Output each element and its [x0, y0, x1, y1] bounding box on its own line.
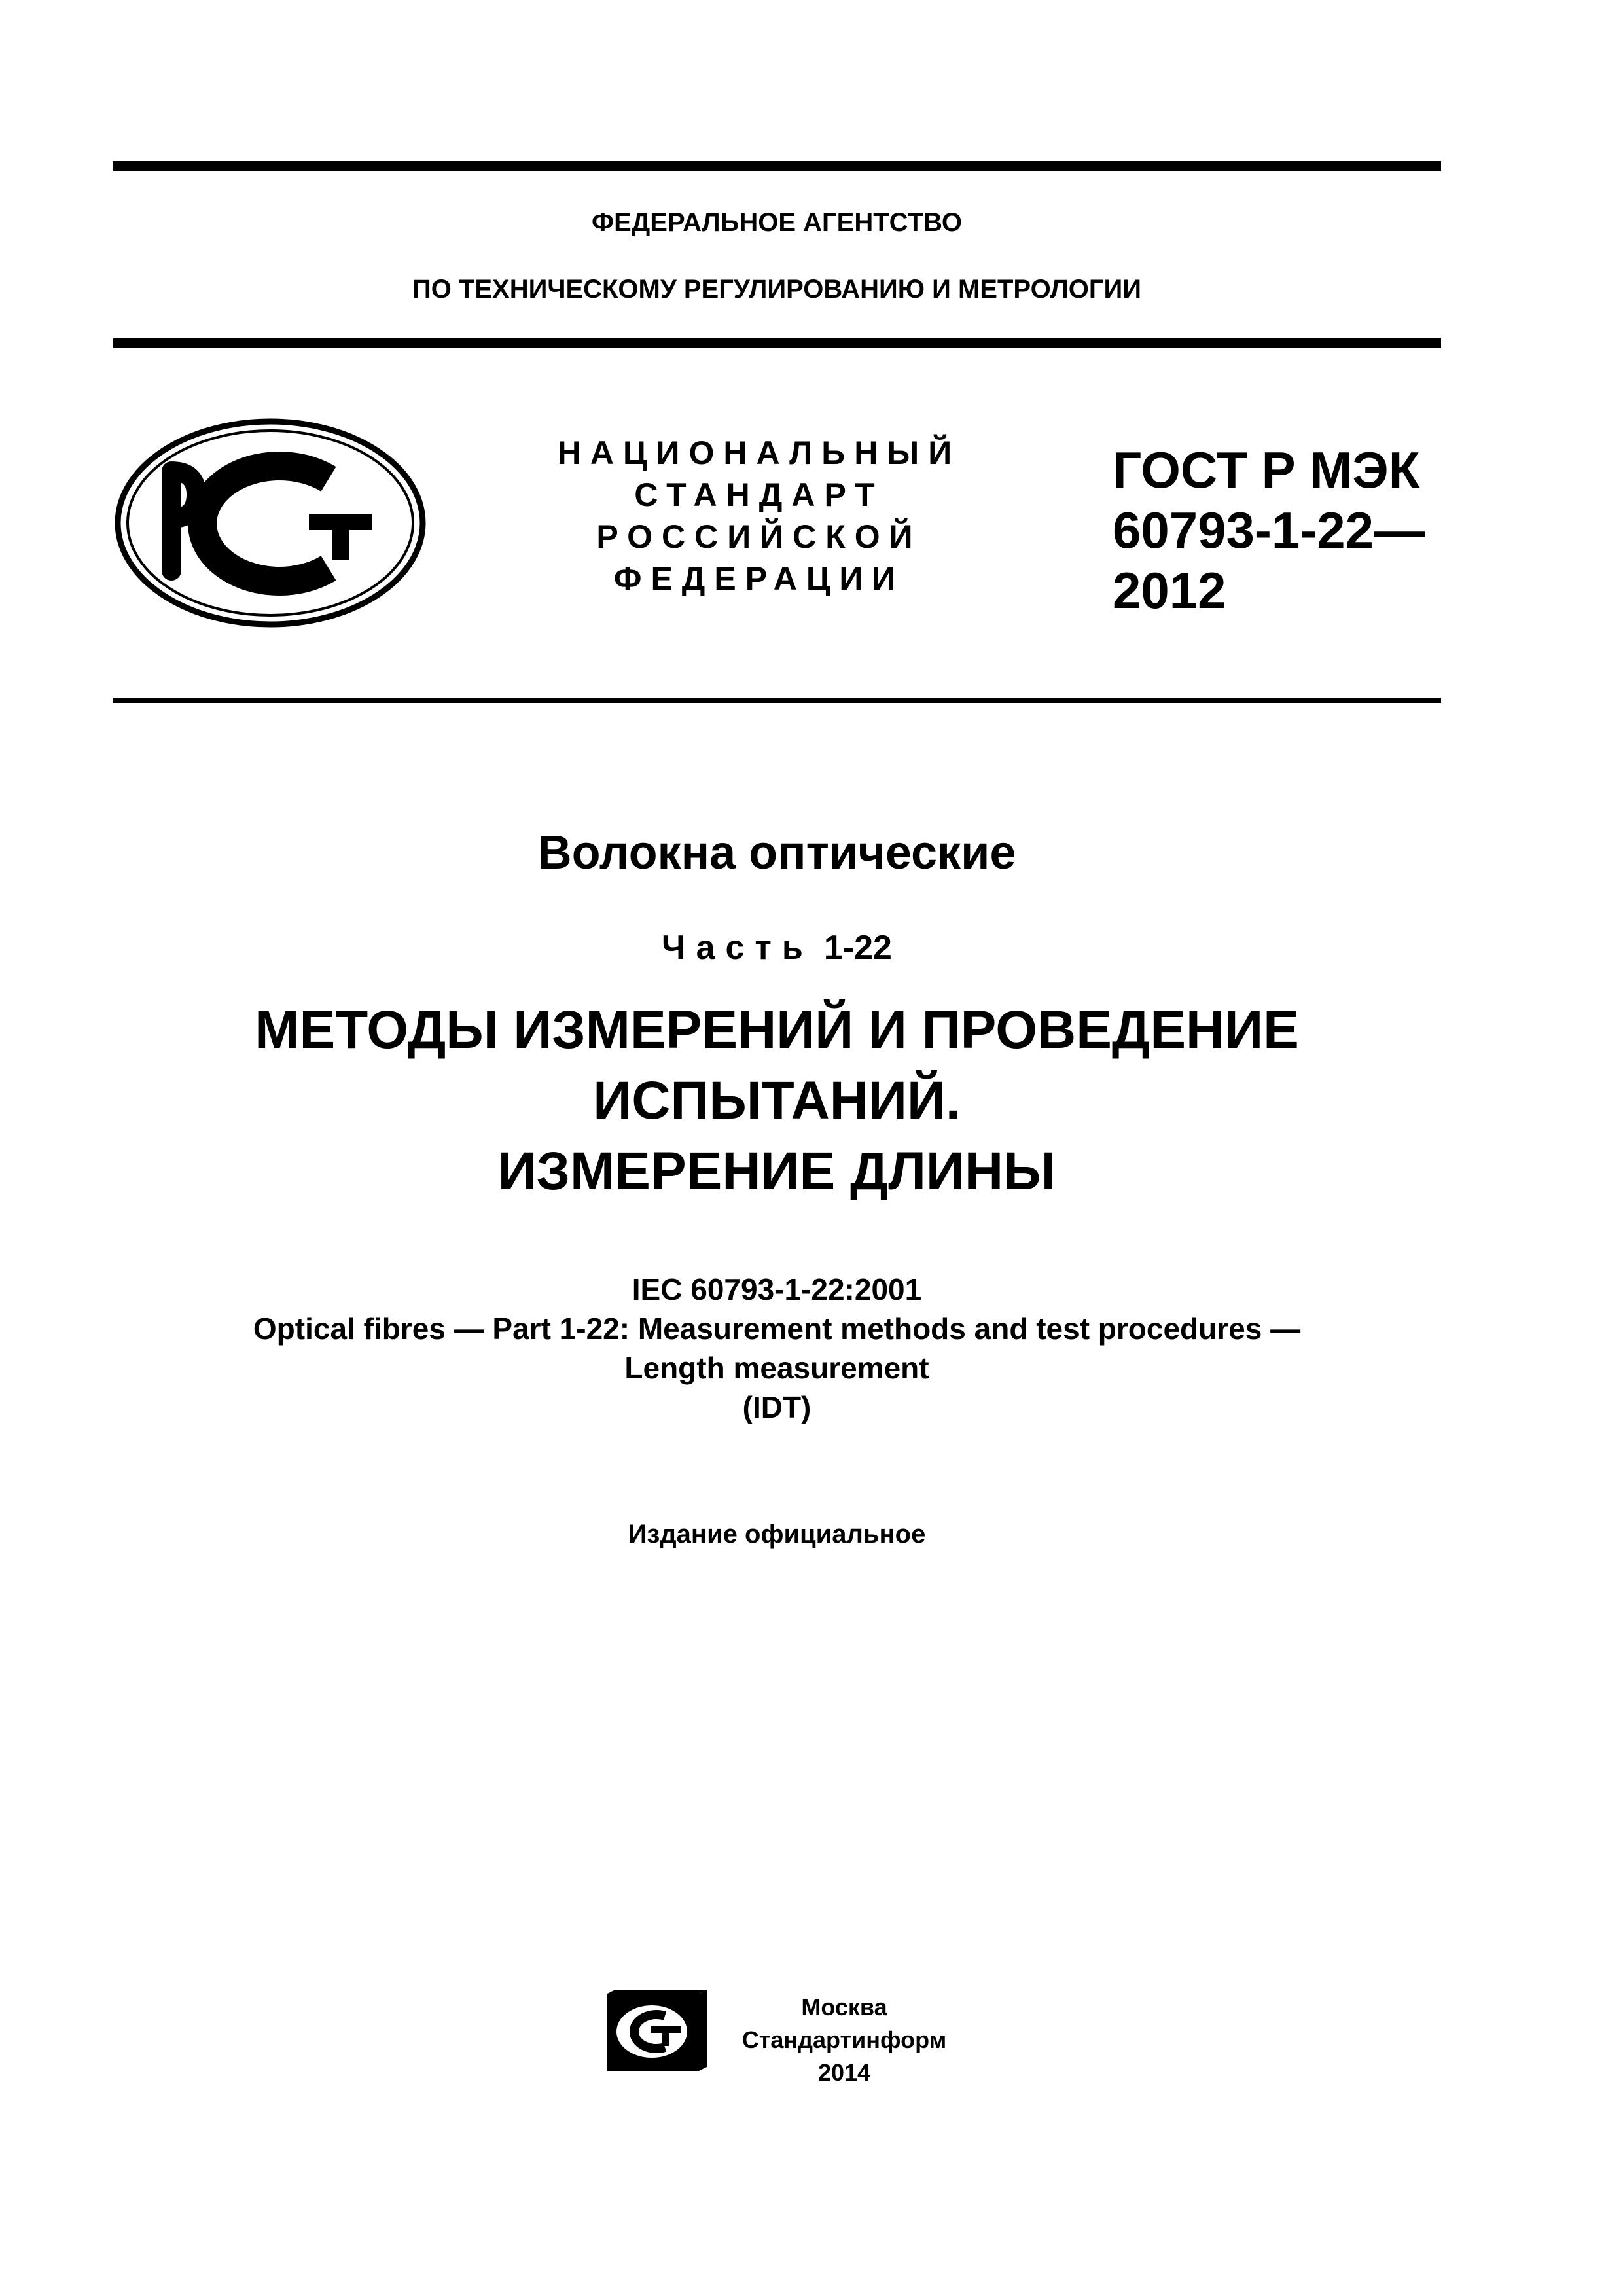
top-rule — [113, 161, 1441, 171]
subtitle-line2: ИСПЫТАНИЙ. — [593, 1071, 961, 1130]
iec-line4: (IDT) — [742, 1390, 812, 1424]
iec-line1: IEC 60793-1-22:2001 — [632, 1272, 922, 1306]
part-number — [113, 928, 1441, 967]
standartinform-logo-icon — [605, 1987, 709, 2073]
iec-line3: Length measurement — [624, 1351, 929, 1385]
title-rule — [113, 698, 1441, 703]
agency-name-line2: ПО ТЕХНИЧЕСКОМУ РЕГУЛИРОВАНИЮ И МЕТРОЛОГИИ — [412, 275, 1142, 304]
iec-reference — [113, 1270, 1441, 1427]
national-standard-label — [510, 432, 1008, 600]
edition-label: Издание официальное — [628, 1520, 926, 1549]
gost-line3: 2012 — [1113, 562, 1226, 619]
gost-line2: 60793-1-22— — [1113, 501, 1425, 559]
document-title: Волокна оптические — [537, 827, 1016, 879]
gost-line1: ГОСТ Р МЭК — [1113, 441, 1420, 499]
publisher-name: Стандартинформ — [741, 2026, 947, 2053]
agency-name-line1: ФЕДЕРАЛЬНОЕ АГЕНТСТВО — [591, 208, 963, 237]
publisher-year: 2014 — [817, 2059, 871, 2086]
publisher-city: Москва — [801, 1994, 887, 2020]
gost-designation — [1113, 440, 1453, 620]
national-standard-line4: ФЕДЕРАЦИИ — [613, 560, 905, 597]
part-label: Часть — [662, 929, 813, 967]
iec-line2: Optical fibres — Part 1-22: Measurement methods and test procedures — — [253, 1312, 1301, 1346]
part-value: 1-22 — [823, 929, 892, 967]
rst-seal-icon — [113, 416, 428, 630]
publisher-info — [720, 1991, 969, 2089]
national-standard-line1: НАЦИОНАЛЬНЫЙ — [557, 435, 961, 471]
subtitle-line1: МЕТОДЫ ИЗМЕРЕНИЙ И ПРОВЕДЕНИЕ — [255, 1000, 1299, 1060]
national-standard-line2: СТАНДАРТ — [634, 476, 884, 513]
header-rule — [113, 338, 1441, 348]
subtitle-line3: ИЗМЕРЕНИЕ ДЛИНЫ — [497, 1141, 1056, 1201]
national-standard-line3: РОССИЙСКОЙ — [596, 518, 922, 555]
document-subtitle — [113, 995, 1441, 1207]
